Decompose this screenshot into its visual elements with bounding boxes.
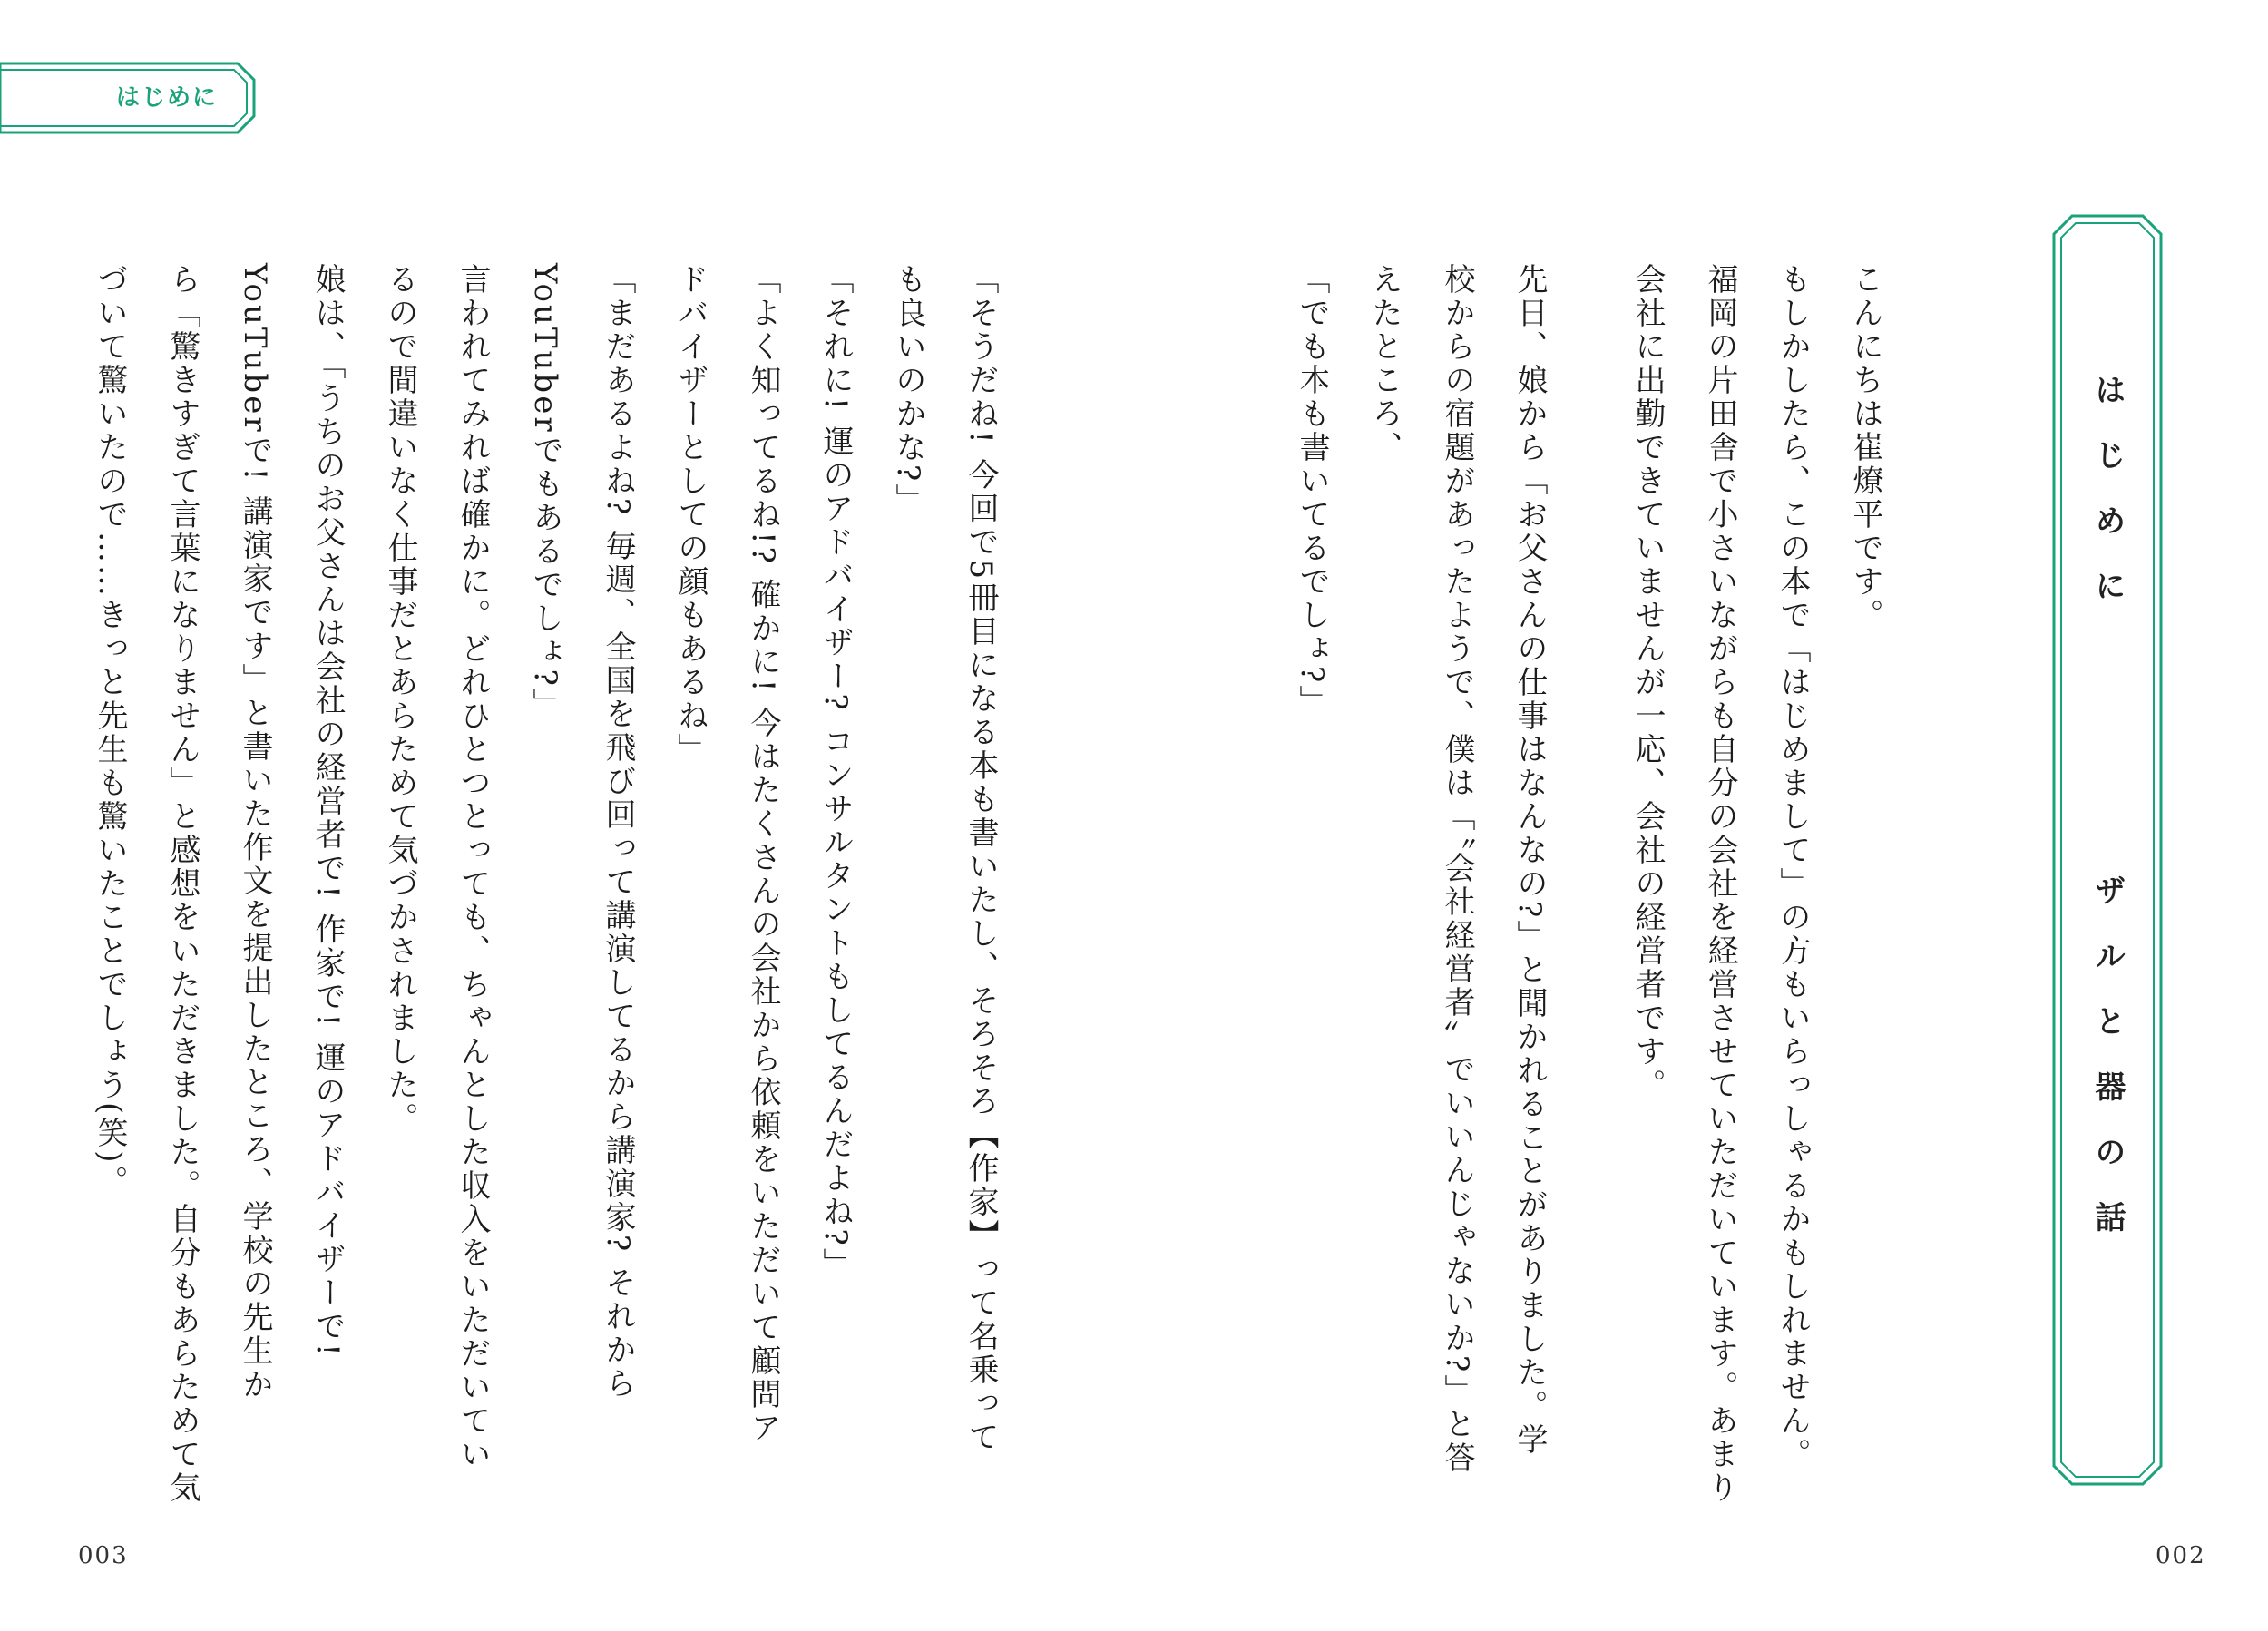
running-header-label: はじめに bbox=[116, 84, 219, 112]
left-page-line: づいて驚いたので……きっと先生も驚いたことでしょう(笑)。 bbox=[92, 263, 128, 1199]
left-page-line: 言われてみれば確かに。どれひとつとっても、ちゃんとした収入をいただいてい bbox=[455, 263, 491, 1471]
left-page-line: も良いのかな?」 bbox=[890, 263, 926, 518]
right-page-line: 校からの宿題があったようで、僕は「〝会社経営者〟でいいんじゃないか?」と答 bbox=[1439, 263, 1475, 1476]
right-page-line: 「でも本も書いてるでしょ?」 bbox=[1294, 263, 1330, 719]
page-number-left: 003 bbox=[78, 1542, 129, 1569]
chapter-title: はじめに bbox=[2089, 374, 2126, 635]
right-page-line: 先日、娘から「お父さんの仕事はなんなの?」と聞かれることがありました。学 bbox=[1511, 263, 1548, 1458]
running-header-tab bbox=[0, 62, 256, 134]
left-page-line: ドバイザーとしての顔もあるね」 bbox=[672, 263, 709, 767]
left-page-line: 「そうだね! 今回で5冊目になる本も書いたし、そろそろ【作家】って名乗って bbox=[963, 263, 999, 1455]
chapter-subtitle: ザルと器の話 bbox=[2089, 874, 2126, 1266]
left-page-line: 「よく知ってるね!? 確かに! 今はたくさんの会社から依頼をいただいて顧問ア bbox=[745, 263, 781, 1446]
left-page-line: ら「驚きすぎて言葉になりません」と感想をいただきました。自分もあらためて気 bbox=[164, 263, 200, 1505]
left-page-line: るので間違いなく仕事だとあらためて気づかされました。 bbox=[382, 263, 418, 1136]
right-page-line: 会社に出勤できていませんが一応、会社の経営者です。 bbox=[1629, 263, 1666, 1102]
right-page-line: こんにちは崔燎平です。 bbox=[1847, 263, 1883, 632]
right-page-line: えたところ、 bbox=[1366, 263, 1403, 464]
left-page-line: 「まだあるよね? 毎週、全国を飛び回って講演してるから講演家? それから bbox=[600, 263, 636, 1401]
left-page-line: YouTuberでもあるでしょ?」 bbox=[527, 263, 563, 722]
left-page-line: 「それに! 運のアドバイザー? コンサルタントもしてるんだよね?」 bbox=[817, 263, 854, 1282]
left-page-line: 娘は、「うちのお父さんは会社の経営者で! 作家で! 運のアドバイザーで! bbox=[309, 263, 346, 1359]
page-number-right: 002 bbox=[2156, 1542, 2206, 1569]
left-page-line: YouTuberで! 講演家です」と書いた作文を提出したところ、学校の先生か bbox=[237, 263, 273, 1402]
right-page-line: もしかしたら、この本で「はじめまして」の方もいらっしゃるかもしれません。 bbox=[1774, 263, 1811, 1471]
right-page-line: 福岡の片田舎で小さいながらも自分の会社を経営させていただいています。あまり bbox=[1702, 263, 1738, 1505]
chapter-title-box bbox=[2052, 214, 2163, 1486]
